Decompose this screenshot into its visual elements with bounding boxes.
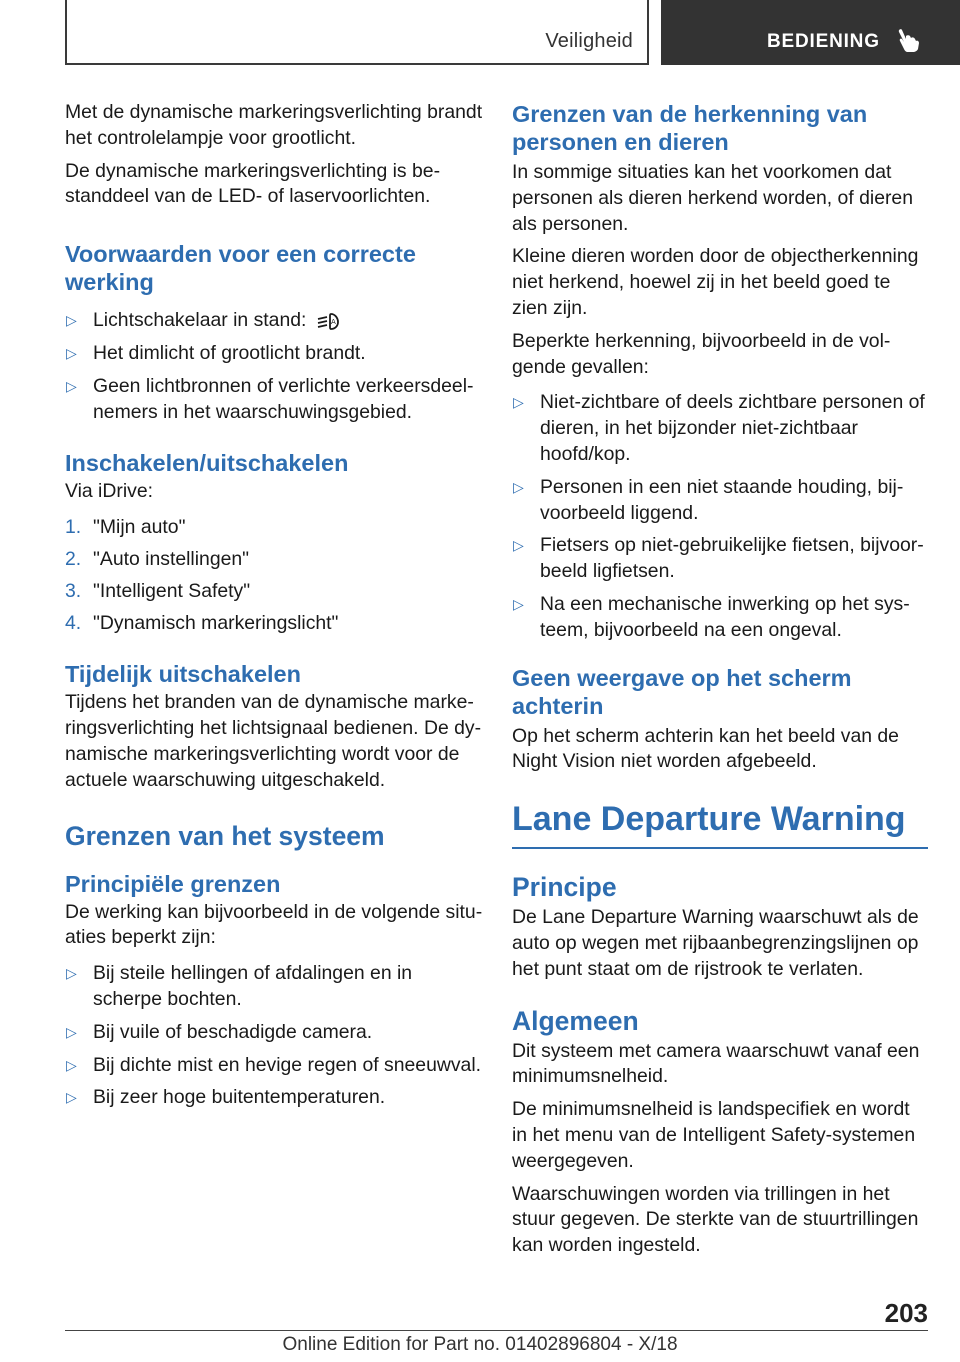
paragraph: Beperkte herkenning, bijvoorbeeld in de volgende gevallen:: [512, 329, 891, 378]
list-item: ▷ Personen in een niet staande houding, bijvoorbeeld liggend.: [513, 475, 904, 524]
auto-headlight-icon: [314, 310, 340, 332]
heading-inschakelen: Inschakelen/uitschakelen: [65, 450, 349, 477]
list-item: ▷ Bij zeer hoge buitentemperaturen.: [66, 1086, 386, 1109]
paragraph: De Lane Departure Warning waarschuwt als de auto op wegen met rijbaanbegrenzingslijnen op het punt staat om de rijstrook te verlaten.: [512, 906, 919, 980]
chapter-tab-label: BEDIENING: [767, 31, 880, 52]
list-item: 3. "Intelligent Safety": [65, 579, 251, 602]
heading-principiele: Principiële grenzen: [65, 870, 281, 897]
recognition-list: [512, 390, 928, 643]
paragraph: Waarschuwingen worden via trillingen in het stuur gegeven. De sterkte van de stuurtrillingen kan worden ingesteld.: [512, 1182, 919, 1257]
heading-principe: Principe: [512, 872, 617, 903]
section-title: Veiligheid: [545, 30, 633, 52]
steps-list: [65, 515, 483, 636]
heading-tijdelijk: Tijdelijk uitschakelen: [65, 661, 301, 688]
list-item: ▷ Na een mechanische inwerking op het systeem, bijvoorbeeld na een ongeval.: [513, 592, 910, 641]
list-item: ▷ Het dimlicht of grootlicht brandt.: [66, 341, 366, 364]
list-item: 1. "Mijn auto": [65, 516, 186, 539]
limits-list: [65, 961, 483, 1111]
list-item: ▷ Niet-zichtbare of deels zichtbare personen of dieren, in het bijzonder niet-zichtbaar hoofd/kop.: [513, 391, 925, 465]
paragraph: De werking kan bijvoorbeeld in de volgende situaties beperkt zijn:: [65, 900, 483, 949]
footer-divider: [65, 1330, 928, 1331]
heading-geen-weergave: Geen weergave op het scherm achterin: [512, 664, 852, 719]
paragraph: De dynamische markeringsverlichting is bestanddeel van de LED- of laservoorlichten.: [65, 159, 441, 208]
paragraph: Met de dynamische markeringsverlichting brandt het controlelampje voor grootlicht.: [65, 101, 483, 149]
list-item: ▷ Geen lichtbronnen of verlichte verkeersdeelnemers in het waarschuwingsgebied.: [66, 374, 474, 423]
list-item: ▷ Bij vuile of beschadigde camera.: [66, 1020, 373, 1043]
left-column: [65, 100, 483, 1118]
heading-grenzen: Grenzen van het systeem: [65, 820, 385, 851]
paragraph: De minimumsnelheid is landspecifiek en wordt in het menu van de Intelligent Safety-systemen weergegeven.: [512, 1098, 916, 1172]
right-column: [512, 100, 928, 1266]
chapter-tab[interactable]: [661, 0, 960, 65]
paragraph: In sommige situaties kan het voorkomen dat personen als dieren herkend worden, of dieren als personen.: [512, 161, 914, 235]
heading-lane-departure-warning: Lane Departure Warning: [512, 799, 928, 849]
paragraph: Kleine dieren worden door de objectherkenning niet herkend, hoewel zij in het beeld goed te zien zijn.: [512, 245, 919, 319]
paragraph: Tijdens het branden van de dynamische markeringsverlichting het lichtsignaal bedienen. De dynamische markeringsverlichting wordt voor de actuele waarschuwing uitgeschakeld.: [65, 691, 482, 791]
paragraph: Via iDrive:: [65, 480, 154, 503]
paragraph: Op het scherm achterin kan het beeld van de Night Vision niet worden afgebeeld.: [512, 724, 899, 773]
hand-pointing-icon: [897, 27, 921, 53]
list-item: ▷ Lichtschakelaar in stand: A: [65, 308, 483, 334]
header-box: [65, 0, 649, 65]
page-number: 203: [884, 1298, 928, 1328]
paragraph: Dit systeem met camera waarschuwt vanaf een minimumsnelheid.: [512, 1039, 920, 1088]
list-item: ▷ Bij dichte mist en hevige regen of sneeuwval.: [66, 1053, 482, 1076]
conditions-list: [65, 308, 483, 425]
list-item: 4. "Dynamisch markeringslicht": [65, 611, 339, 634]
footer-edition: Online Edition for Part no. 01402896804 - X/18: [282, 1334, 678, 1355]
svg-text:A: A: [331, 318, 337, 327]
list-item: ▷ Fietsers op niet-gebruikelijke fietsen, bijvoorbeeld ligfietsen.: [513, 534, 924, 583]
heading-algemeen: Algemeen: [512, 1005, 639, 1036]
list-item: 2. "Auto instellingen": [65, 547, 250, 570]
heading-voorwaarden: Voorwaarden voor een correcte werking: [65, 241, 416, 296]
list-item: ▷ Bij steile hellingen of afdalingen en in scherpe bochten.: [66, 962, 413, 1010]
heading-herkenning: Grenzen van de herkenning van personen en dieren: [512, 101, 868, 155]
